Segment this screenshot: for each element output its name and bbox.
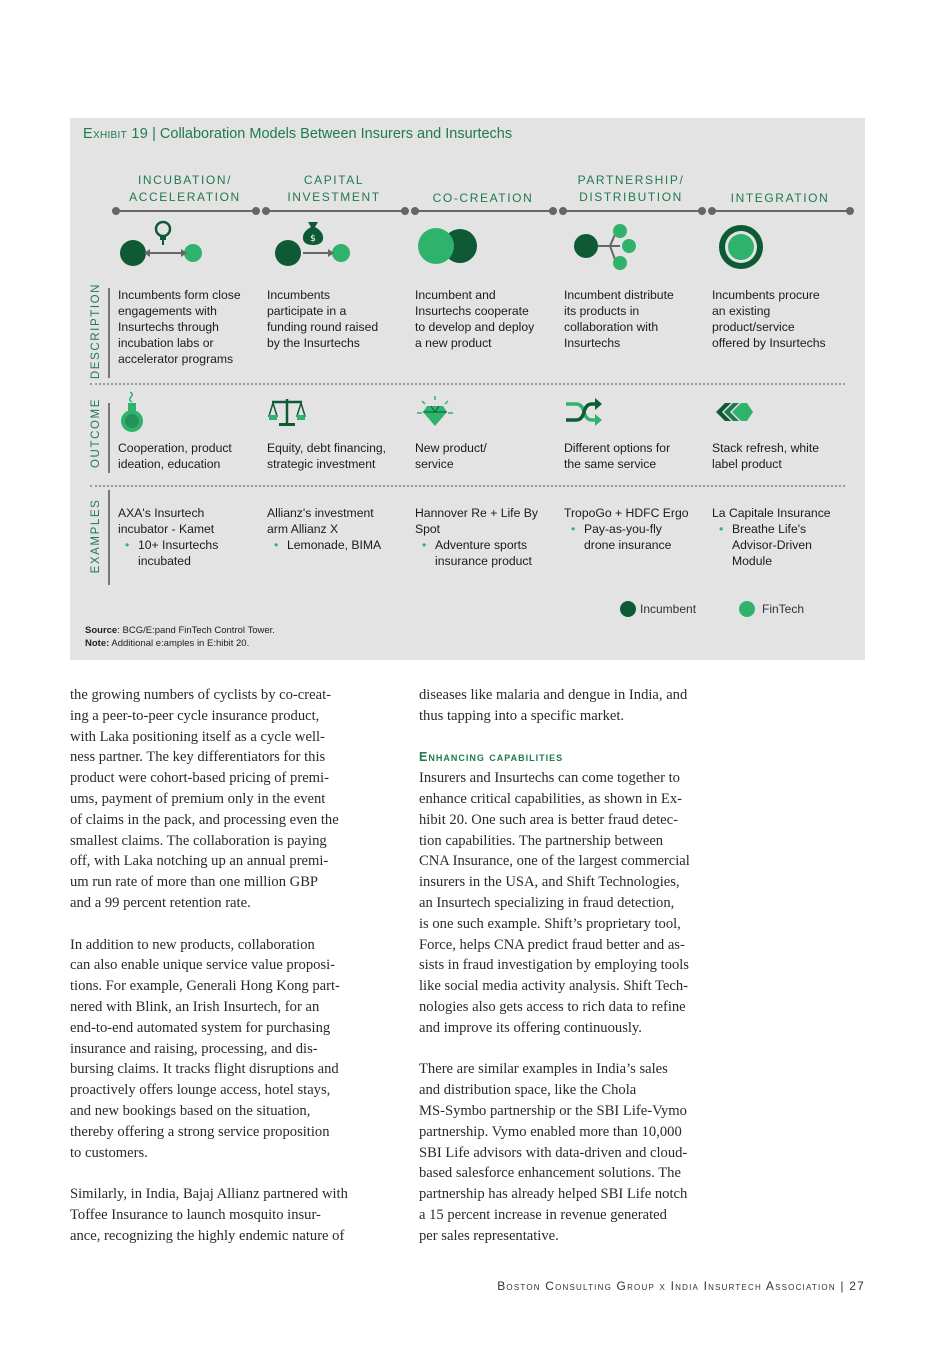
text-line: CNA Insurance, one of the largest commercial <box>419 853 690 870</box>
text-line: ums, payment of premium only in the event <box>70 790 326 807</box>
fintech-dot-icon <box>739 601 755 617</box>
text-line: • Breathe Life's <box>732 522 807 536</box>
row-label-examples: EXAMPLES <box>90 498 102 574</box>
outcome-incubation <box>118 440 263 472</box>
svg-text:$: $ <box>310 234 316 244</box>
capital-investment-icon <box>266 218 356 270</box>
text-line: Incumbent and <box>415 288 496 302</box>
text-line: La Capitale Insurance <box>712 506 831 520</box>
section-heading: Enhancing capabilities <box>419 750 564 765</box>
text-line: insurers in the USA, and Shift Technologies, <box>419 874 680 891</box>
text-line: funding round raised <box>267 320 379 334</box>
text-line: Force, helps CNA predict fraud better and as- <box>419 936 685 953</box>
text-line: Insurtechs through <box>118 320 219 334</box>
examples-divider <box>108 490 110 585</box>
text-line: with Laka positioning itself as a cycle well- <box>70 728 325 745</box>
text-line: is one such example. Shift’s proprietary tool, <box>419 915 681 932</box>
text-line: TropoGo + HDFC Ergo <box>564 506 689 520</box>
text-line: bursing claims. It tracks flight disruptions and <box>70 1061 339 1078</box>
text-line: participate in a <box>267 304 347 318</box>
text-line: MS-Symbo partnership or the SBI Life-Vymo <box>419 1102 687 1119</box>
exhibit-separator: | <box>152 126 156 142</box>
text-line: • Adventure sports <box>435 538 528 552</box>
text-line: and distribution space, like the Chola <box>419 1082 637 1099</box>
text-line: • 10+ Insurtechs <box>138 538 219 552</box>
example-bullet <box>712 521 857 569</box>
description-integration <box>712 287 857 351</box>
outcome-integration <box>712 440 857 472</box>
text-line: Similarly, in India, Bajaj Allianz partnered with <box>70 1186 348 1203</box>
paragraph <box>419 1059 754 1246</box>
body-right-column <box>419 685 754 1267</box>
col-head-capital <box>264 172 404 206</box>
text-line: a 15 percent increase in revenue generated <box>419 1206 667 1223</box>
example-incubation <box>118 505 263 569</box>
text-line: tion capabilities. The partnership between <box>419 832 664 849</box>
exhibit-label: Exhibit 19 <box>83 126 149 142</box>
text-line: Insurtechs <box>564 336 621 350</box>
text-line: Insurtechs cooperate <box>415 304 529 318</box>
text-line: of claims in the pack, and processing even the <box>70 811 339 828</box>
text-line: off, with Laka notching up an annual premi- <box>70 853 329 870</box>
description-divider <box>108 288 110 378</box>
source-text: : BCG/E:pand FinTech Control Tower. <box>117 625 275 636</box>
text-line: um run rate of more than one million GBP <box>70 874 319 891</box>
note-label: Note: <box>85 638 110 649</box>
source-label: Source <box>85 625 118 636</box>
text-line: product/service <box>712 320 795 334</box>
text-line: Toffee Insurance to launch mosquito insur- <box>70 1206 321 1223</box>
example-bullet <box>415 537 560 569</box>
text-line: hibit 20. One such area is better fraud detec- <box>419 811 678 828</box>
text-line: enhance critical capabilities, as shown in Ex- <box>419 790 682 807</box>
text-line: Equity, debt financing, <box>267 441 387 455</box>
col-head-line1: INCUBATION/ <box>137 173 233 187</box>
text-line: to customers. <box>70 1144 148 1161</box>
text-line: Incumbents procure <box>712 288 820 302</box>
text-line: partnership. Vymo enabled more than 10,000 <box>419 1123 682 1140</box>
text-line: service <box>415 457 454 471</box>
paragraph <box>419 685 754 727</box>
text-line: There are similar examples in India’s sales <box>419 1061 668 1078</box>
description-capital <box>267 287 412 351</box>
text-line: Cooperation, product <box>118 441 232 455</box>
text-line: Spot <box>415 522 441 536</box>
text-line: Stack refresh, white <box>712 441 820 455</box>
col-head-incubation <box>115 172 255 206</box>
description-incubation <box>118 287 263 367</box>
text-line: In addition to new products, collaboration <box>70 936 315 953</box>
paragraph <box>70 685 405 914</box>
col-head-line2: INVESTMENT <box>287 190 381 204</box>
legend-label: FinTech <box>762 602 805 616</box>
text-line: proactively offers lounge access, hotel stays, <box>70 1082 331 1099</box>
row-label-outcome: OUTCOME <box>90 398 102 468</box>
incumbent-dot-icon <box>620 601 636 617</box>
text-line: the growing numbers of cyclists by co-creat- <box>70 687 331 703</box>
example-cocreation <box>415 505 560 569</box>
stack-layers-icon <box>713 400 755 424</box>
text-line: strategic investment <box>267 457 376 471</box>
text-line: per sales representative. <box>419 1227 559 1244</box>
paragraph <box>419 768 754 1038</box>
page-number: 27 <box>849 1279 865 1293</box>
example-bullet <box>564 521 709 553</box>
text-line: Different options for <box>564 441 671 455</box>
text-line: drone insurance <box>584 538 672 552</box>
exhibit-19 <box>70 118 865 660</box>
source-note <box>85 624 275 650</box>
text-line: and new bookings based on the situation, <box>70 1102 311 1119</box>
flask-icon <box>118 390 146 432</box>
text-line: ideation, education <box>118 457 221 471</box>
footer-text: Boston Consulting Group x India Insurtech Association <box>497 1279 836 1293</box>
col-head-line2: DISTRIBUTION <box>579 190 683 204</box>
text-line: based salesforce enhancement solutions. The <box>419 1165 681 1182</box>
text-line: partnership has already helped SBI Life notch <box>419 1186 688 1203</box>
example-partnership <box>564 505 709 553</box>
diamond-icon <box>416 396 454 430</box>
co-creation-icon <box>416 226 486 266</box>
text-line: and a 99 percent retention rate. <box>70 894 251 911</box>
legend-fintech <box>739 601 804 617</box>
text-line: the same service <box>564 457 657 471</box>
text-line: thereby offering a strong service proposition <box>70 1123 330 1140</box>
text-line: an Insurtech specializing in fraud detection, <box>419 894 675 911</box>
text-line: ing a peer-to-peer cycle insurance product, <box>70 707 320 724</box>
text-line: diseases like malaria and dengue in India, and <box>419 687 688 703</box>
text-line: Allianz's investment <box>267 506 374 520</box>
text-line: • Pay-as-you-fly <box>584 522 662 536</box>
text-line: offered by Insurtechs <box>712 336 826 350</box>
text-line: Hannover Re + Life By <box>415 506 538 520</box>
text-line: AXA's Insurtech <box>118 506 205 520</box>
text-line: smallest claims. The collaboration is paying <box>70 832 327 849</box>
text-line: sists in fraud investigation by employing tools <box>419 957 689 974</box>
text-line: a new product <box>415 336 492 350</box>
note-text: Additional e:amples in E:hibit 20. <box>109 638 250 649</box>
text-line: product were cohort-based pricing of premi- <box>70 770 329 787</box>
body-left-column <box>70 685 405 1267</box>
col-head-line1: CAPITAL <box>303 173 365 187</box>
col-head-line2: ACCELERATION <box>129 190 241 204</box>
exhibit-title <box>83 126 512 142</box>
text-line: incubated <box>138 554 191 568</box>
text-line: an existing <box>712 304 771 318</box>
description-cocreation <box>415 287 560 351</box>
text-line: to develop and deploy <box>415 320 535 334</box>
row-separator <box>90 485 845 487</box>
example-capital <box>267 505 412 553</box>
legend-incumbent <box>620 601 696 617</box>
footer-separator: | <box>840 1279 845 1293</box>
text-line: Incumbents form close <box>118 288 241 302</box>
shuffle-icon <box>564 396 604 428</box>
text-line: insurance product <box>435 554 532 568</box>
example-bullet <box>267 537 412 553</box>
header-arrow-line <box>110 205 856 217</box>
text-line: like social media activity analysis. Shift Tech- <box>419 978 689 995</box>
text-line: collaboration with <box>564 320 659 334</box>
example-integration <box>712 505 857 569</box>
text-line: Incumbents <box>267 288 331 302</box>
text-line: can also enable unique service value proposi- <box>70 957 336 974</box>
text-line: incubation labs or <box>118 336 214 350</box>
col-head-line2: INTEGRATION <box>730 191 830 205</box>
text-line: Advisor-Driven <box>732 538 812 552</box>
text-line: SBI Life advisors with data-driven and cloud- <box>419 1144 688 1161</box>
text-line: • Lemonade, BIMA <box>287 538 382 552</box>
text-line: nered with Blink, an Irish Insurtech, for an <box>70 998 320 1015</box>
text-line: label product <box>712 457 782 471</box>
page-footer <box>497 1279 865 1293</box>
text-line: ance, recognizing the highly endemic nature of <box>70 1227 345 1244</box>
text-line: Module <box>732 554 772 568</box>
description-partnership <box>564 287 709 351</box>
partnership-icon <box>570 222 650 274</box>
example-bullet <box>118 537 263 569</box>
integration-icon <box>717 223 765 271</box>
outcome-divider <box>108 403 110 473</box>
col-head-line2: CO-CREATION <box>432 191 534 205</box>
outcome-partnership <box>564 440 709 472</box>
row-separator <box>90 383 845 385</box>
row-label-description: DESCRIPTION <box>90 282 102 380</box>
text-line: its products in <box>564 304 640 318</box>
text-line: insurance and raising, processing, and dis- <box>70 1040 318 1057</box>
paragraph <box>70 935 405 1164</box>
text-line: Incumbent distribute <box>564 288 674 302</box>
text-line: by the Insurtechs <box>267 336 360 350</box>
paragraph <box>70 1184 405 1246</box>
text-line: arm Allianz X <box>267 522 339 536</box>
text-line: New product/ <box>415 441 487 455</box>
text-line: tions. For example, Generali Hong Kong part- <box>70 978 340 995</box>
incubation-icon <box>117 218 207 270</box>
text-line: thus tapping into a specific market. <box>419 707 625 724</box>
legend-label: Incumbent <box>640 602 697 616</box>
text-line: nologies also gets access to rich data to refine <box>419 998 686 1015</box>
text-line: and improve its offering continuously. <box>419 1019 642 1036</box>
col-head-partnership <box>561 172 701 206</box>
outcome-capital <box>267 440 412 472</box>
text-line: Insurers and Insurtechs can come together to <box>419 770 680 787</box>
exhibit-title-text: Collaboration Models Between Insurers and Insurtechs <box>159 126 513 142</box>
text-line: end-to-end automated system for purchasing <box>70 1019 331 1036</box>
text-line: ness partner. The key differentiators for this <box>70 749 326 766</box>
outcome-cocreation <box>415 440 560 472</box>
balance-scale-icon <box>268 396 306 428</box>
text-line: engagements with <box>118 304 217 318</box>
col-head-line1: PARTNERSHIP/ <box>577 173 685 187</box>
text-line: incubator - Kamet <box>118 522 215 536</box>
text-line: accelerator programs <box>118 352 234 366</box>
